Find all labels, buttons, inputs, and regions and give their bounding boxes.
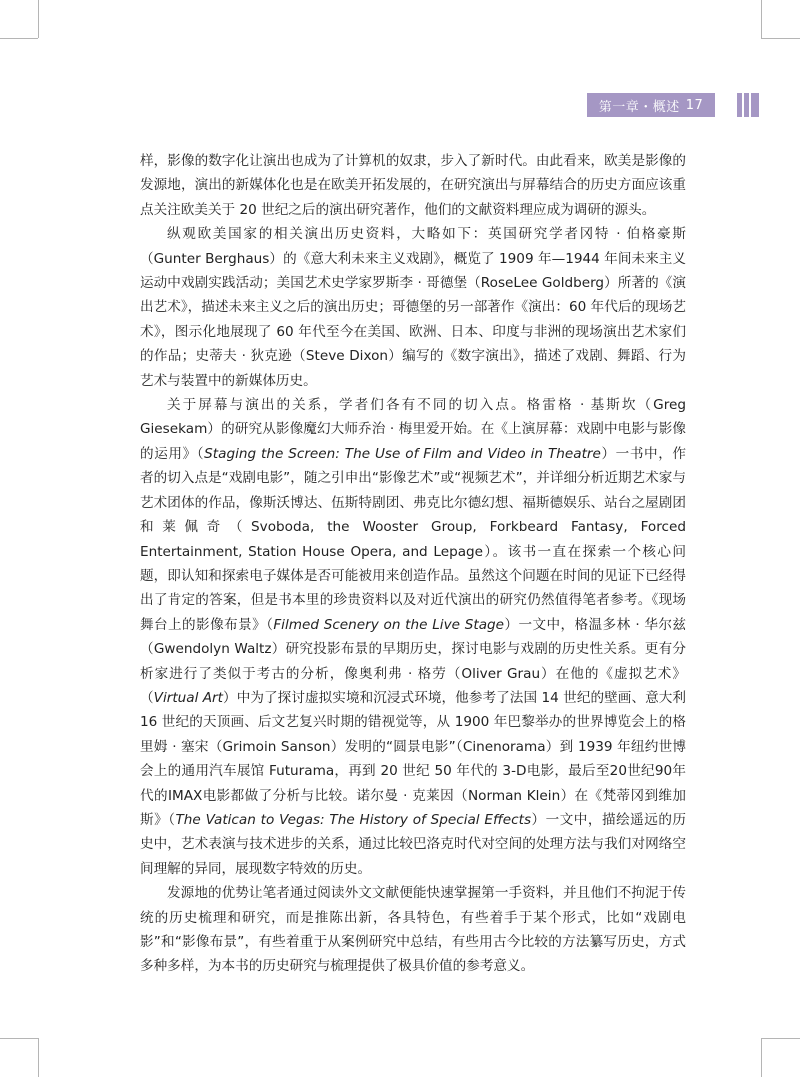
chapter-title: 第一章・概述: [598, 99, 680, 115]
text-run: 关于屏幕与演出的关系，学者们各有不同的切入点。格雷格 · 基斯坎（Greg Giesekam）的研究从影像魔幻大师乔治 · 梅里爱开始。在《上演屏幕：戏剧中电影与影像的运用》（: [140, 397, 686, 462]
italic-title: Staging the Screen: The Use of Film and Video in Theatre: [204, 445, 601, 462]
page-number: 17: [685, 97, 704, 113]
crop-mark-top-right-h: [761, 38, 800, 39]
text-run: 发源地的优势让笔者通过阅读外文文献便能快速掌握第一手资料，并且他们不拘泥于传统的历史梳理和研究，而是推陈出新，各具特色，有些着手于某个形式，比如“戏剧电影”和“影像布景”，有些着重于从案例研究中总结，有些用古今比较的方法纂写历史，方式多种多样，为本书的历史研究与梳理提供了极具价值的参考意义。: [140, 885, 686, 975]
paragraph: [140, 393, 686, 881]
page-body: [140, 149, 686, 979]
crop-mark-bottom-left-h: [0, 1038, 38, 1039]
italic-title: Filmed Scenery on the Live Stage: [273, 616, 505, 633]
italic-title: The Vatican to Vegas: The History of Special Effects: [175, 811, 532, 828]
crop-mark-top-left: [38, 0, 39, 38]
header-tab-stripe-3: [751, 93, 759, 117]
text-run: ）一文中，描绘遥远的历史中，艺术表演与技术进步的关系，通过比较巴洛克时代对空间的处理方法与我们对网络空间理解的异同，展现数字特效的历史。: [140, 811, 687, 877]
crop-mark-bottom-left: [38, 1038, 39, 1077]
paragraph: [140, 222, 686, 393]
header-tab-stripe-1: [737, 93, 742, 117]
text-run: ）中为了探讨虚拟实境和沉浸式环境，他参考了法国 14 世纪的壁画、意大利 16 世纪的天顶画、后文艺复兴时期的错视觉等，从 1900 年巴黎举办的世界博览会上的格里姆 · 塞宋（Grimoin Sanson）发明的“圆景电影”（Cinenorama）到 1939 年纽约世博会上的通用汽车展馆 Futurama，再到 20 世纪 50 年代的 3-D电影，最后至20世纪90年代的IMAX电影都做了分析与比较。诺尔曼 · 克莱因（Norman Klein）在《梵蒂冈到维加斯》（: [140, 689, 687, 828]
italic-title: Virtual Art: [153, 689, 223, 706]
crop-mark-top-left-h: [0, 38, 38, 39]
text-run: 纵观欧美国家的相关演出历史资料，大略如下：英国研究学者冈特 · 伯格豪斯（Gunter Berghaus）的《意大利未来主义戏剧》，概览了 1909 年—1944 年间未来主义运动中戏剧实践活动；美国艺术史学家罗斯李 · 哥德堡（RoseLee Goldberg）所著的《演出艺术》，描述未来主义之后的演出历史；哥德堡的另一部著作《演出：60 年代后的现场艺术》，图示化地展现了 60 年代至今在美国、欧洲、日本、印度与非洲的现场演出艺术家们的作品；史蒂夫 · 狄克逊（Steve Dixon）编写的《数字演出》，描述了戏剧、舞蹈、行为艺术与装置中的新媒体历史。: [140, 226, 686, 389]
text-run: 样，影像的数字化让演出也成为了计算机的奴隶，步入了新时代。由此看来，欧美是影像的发源地，演出的新媒体化也是在欧美开拓发展的，在研究演出与屏幕结合的历史方面应该重点关注欧美关于 20 世纪之后的演出研究著作，他们的文献资料理应成为调研的源头。: [140, 153, 686, 218]
crop-mark-bottom-right-h: [761, 1038, 800, 1039]
paragraph: [140, 149, 686, 222]
crop-mark-bottom-right: [761, 1038, 762, 1077]
header-tab-stripe-2: [744, 93, 749, 117]
running-header: [587, 93, 715, 117]
crop-mark-top-right: [761, 0, 762, 38]
text-run: ）一书中，作者的切入点是“戏剧电影”，随之引申出“影像艺术”或“视频艺术”，并详细分析近期艺术家与艺术团体的作品，像斯沃博达、伍斯特剧团、弗克比尔德幻想、福斯德娱乐、站台之屋剧团和莱佩奇（Svoboda, the Wooster Group, Forkbeard Fantasy, Forced Entertainment, Station House Opera, and Lepage）。该书一直在探索一个核心问题，即认知和探索电子媒体是否可能被用来创造作品。虽然这个问题在时间的见证下已经得出了肯定的答案，但是书本里的珍贵资料以及对近代演出的研究仍然值得笔者参考。《现场舞台上的影像布景》（: [140, 445, 687, 633]
text-run: ）一文中，格温多林 · 华尔兹（Gwendolyn Waltz）研究投影布景的早期历史，探讨电影与戏剧的历史性关系。更有分析家进行了类似于考古的分析，像奥利弗 · 格劳（Oliver Grau）在他的《虚拟艺术》（: [140, 616, 687, 706]
paragraph: [140, 881, 686, 979]
